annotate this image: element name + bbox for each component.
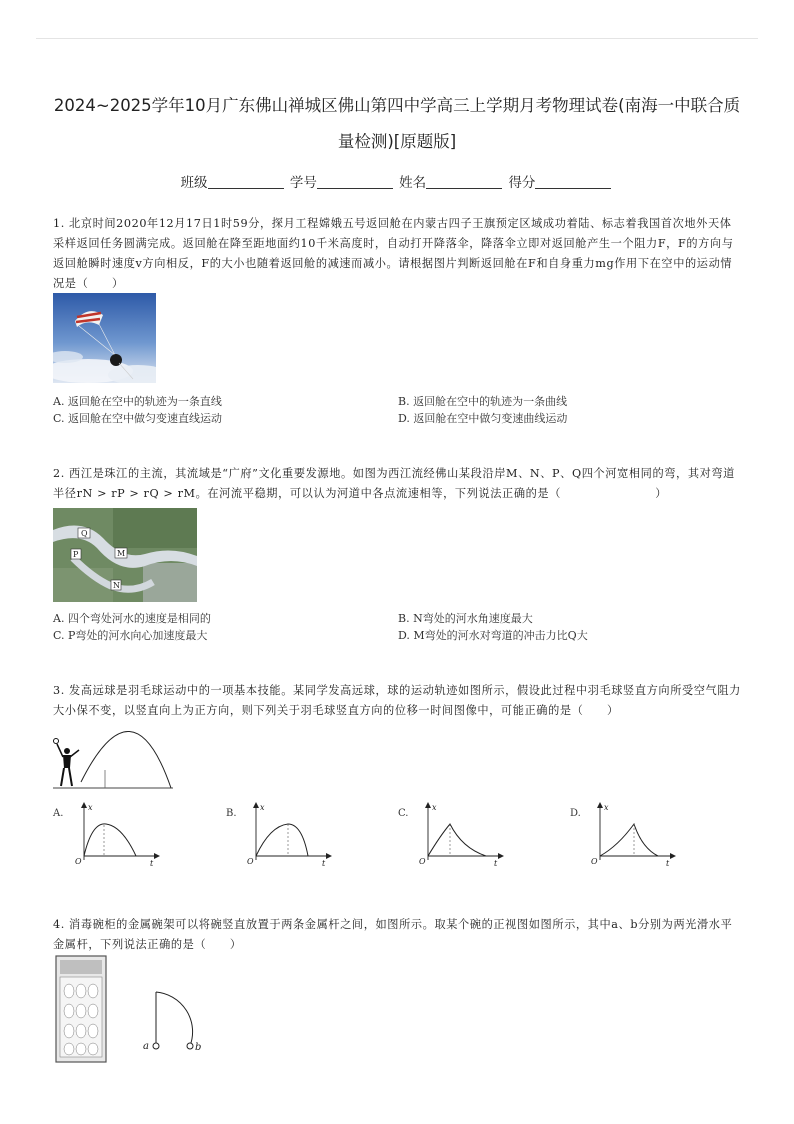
student-id-field[interactable]: 学号 xyxy=(290,171,395,191)
svg-text:x: x xyxy=(260,803,265,812)
question-2-text: 2. 西江是珠江的主流，其流域是“广府”文化重要发源地。如图为西江流经佛山某段沿岸M、N、P、Q四个河宽相同的弯，其对弯道半径rN > rP > rQ > rM。在河流平稳期，可以认为河道中各点流速相等，下列说法正确的是（ ） xyxy=(53,467,735,500)
map-label-m: M xyxy=(117,549,126,558)
graph-d-label[interactable]: D. xyxy=(570,808,581,819)
graph-d[interactable] xyxy=(588,802,678,866)
title-line-1: 2024~2025学年10月广东佛山禅城区佛山第四中学高三上学期月考物理试卷(南海一中联合质 xyxy=(53,96,741,115)
name-field[interactable]: 姓名 xyxy=(399,171,504,191)
svg-text:O: O xyxy=(75,857,82,866)
q1-option-a[interactable]: A. 返回舱在空中的轨迹为一条直线 xyxy=(53,395,222,408)
graph-b[interactable] xyxy=(244,802,334,866)
svg-text:O: O xyxy=(591,857,598,866)
question-1-text: 1. 北京时间2020年12月17日1时59分，探月工程嫦娥五号返回舱在内蒙古四子王旗预定区域成功着陆、标志着我国首次地外天体采样返回任务圆满完成。返回舱在降至距地面约10千米高度时，自动打开降落伞，降落伞立即对返回舱产生一个阻力F，F的方向与返回舱瞬时速度v方向相反，F的大小也随着返回舱的减速而减小。请根据图片判断返回舱在F和自身重力mg作用下在空中的运动情况是（ ） xyxy=(53,217,734,290)
dish-cabinet-photo xyxy=(55,955,107,1063)
q2-option-a[interactable]: A. 四个弯处河水的速度是相同的 xyxy=(53,612,211,625)
map-label-q: Q xyxy=(81,529,88,538)
graph-c-label[interactable]: C. xyxy=(398,808,409,819)
svg-text:x: x xyxy=(604,803,609,812)
graph-c[interactable] xyxy=(416,802,506,866)
rod-b-label: b xyxy=(195,1042,202,1053)
graph-a[interactable] xyxy=(72,802,162,866)
score-field[interactable]: 得分 xyxy=(508,171,613,191)
page-title xyxy=(40,88,754,160)
svg-text:O: O xyxy=(419,857,426,866)
svg-text:t: t xyxy=(494,859,498,866)
question-3-text: 3. 发高远球是羽毛球运动中的一项基本技能。某同学发高远球，球的运动轨迹如图所示，假设此过程中羽毛球竖直方向所受空气阻力大小保不变，以竖直向上为正方向，则下列关于羽毛球竖直方向的位移一时间图像中，可能正确的是（ ） xyxy=(53,684,741,717)
svg-text:O: O xyxy=(247,857,254,866)
svg-text:x: x xyxy=(432,803,437,812)
q1-option-b[interactable]: B. 返回舱在空中的轨迹为一条曲线 xyxy=(398,395,568,408)
question-4-text: 4. 消毒碗柜的金属碗架可以将碗竖直放置于两条金属杆之间，如图所示。取某个碗的正视图如图所示，其中a、b分别为两光滑水平金属杆，下列说法正确的是（ ） xyxy=(53,918,733,951)
header-rule xyxy=(36,38,758,39)
svg-text:t: t xyxy=(666,859,670,866)
graph-b-label[interactable]: B. xyxy=(226,808,237,819)
graph-a-label[interactable]: A. xyxy=(53,808,64,819)
svg-text:t: t xyxy=(150,859,154,866)
q1-option-c[interactable]: C. 返回舱在空中做匀变速直线运动 xyxy=(53,412,223,425)
shuttlecock-trajectory-figure xyxy=(53,718,178,790)
student-info-row xyxy=(0,171,794,191)
svg-text:x: x xyxy=(88,803,93,812)
parachute-photo xyxy=(53,293,156,383)
q1-option-d[interactable]: D. 返回舱在空中做匀变速曲线运动 xyxy=(398,412,568,425)
q2-option-d[interactable]: D. M弯处的河水对弯道的冲击力比Q大 xyxy=(398,629,588,642)
q2-option-b[interactable]: B. N弯处的河水角速度最大 xyxy=(398,612,533,625)
map-label-n: N xyxy=(113,581,120,590)
svg-text:t: t xyxy=(322,859,326,866)
rod-a-label: a xyxy=(143,1041,149,1052)
player-silhouette xyxy=(54,739,80,787)
map-label-p: P xyxy=(73,550,79,559)
bowl-front-view xyxy=(138,988,208,1060)
q2-option-c[interactable]: C. P弯处的河水向心加速度最大 xyxy=(53,629,208,642)
river-map-photo xyxy=(53,508,197,602)
title-line-2: 量检测)[原题版] xyxy=(337,132,457,151)
class-field[interactable]: 班级 xyxy=(181,171,286,191)
